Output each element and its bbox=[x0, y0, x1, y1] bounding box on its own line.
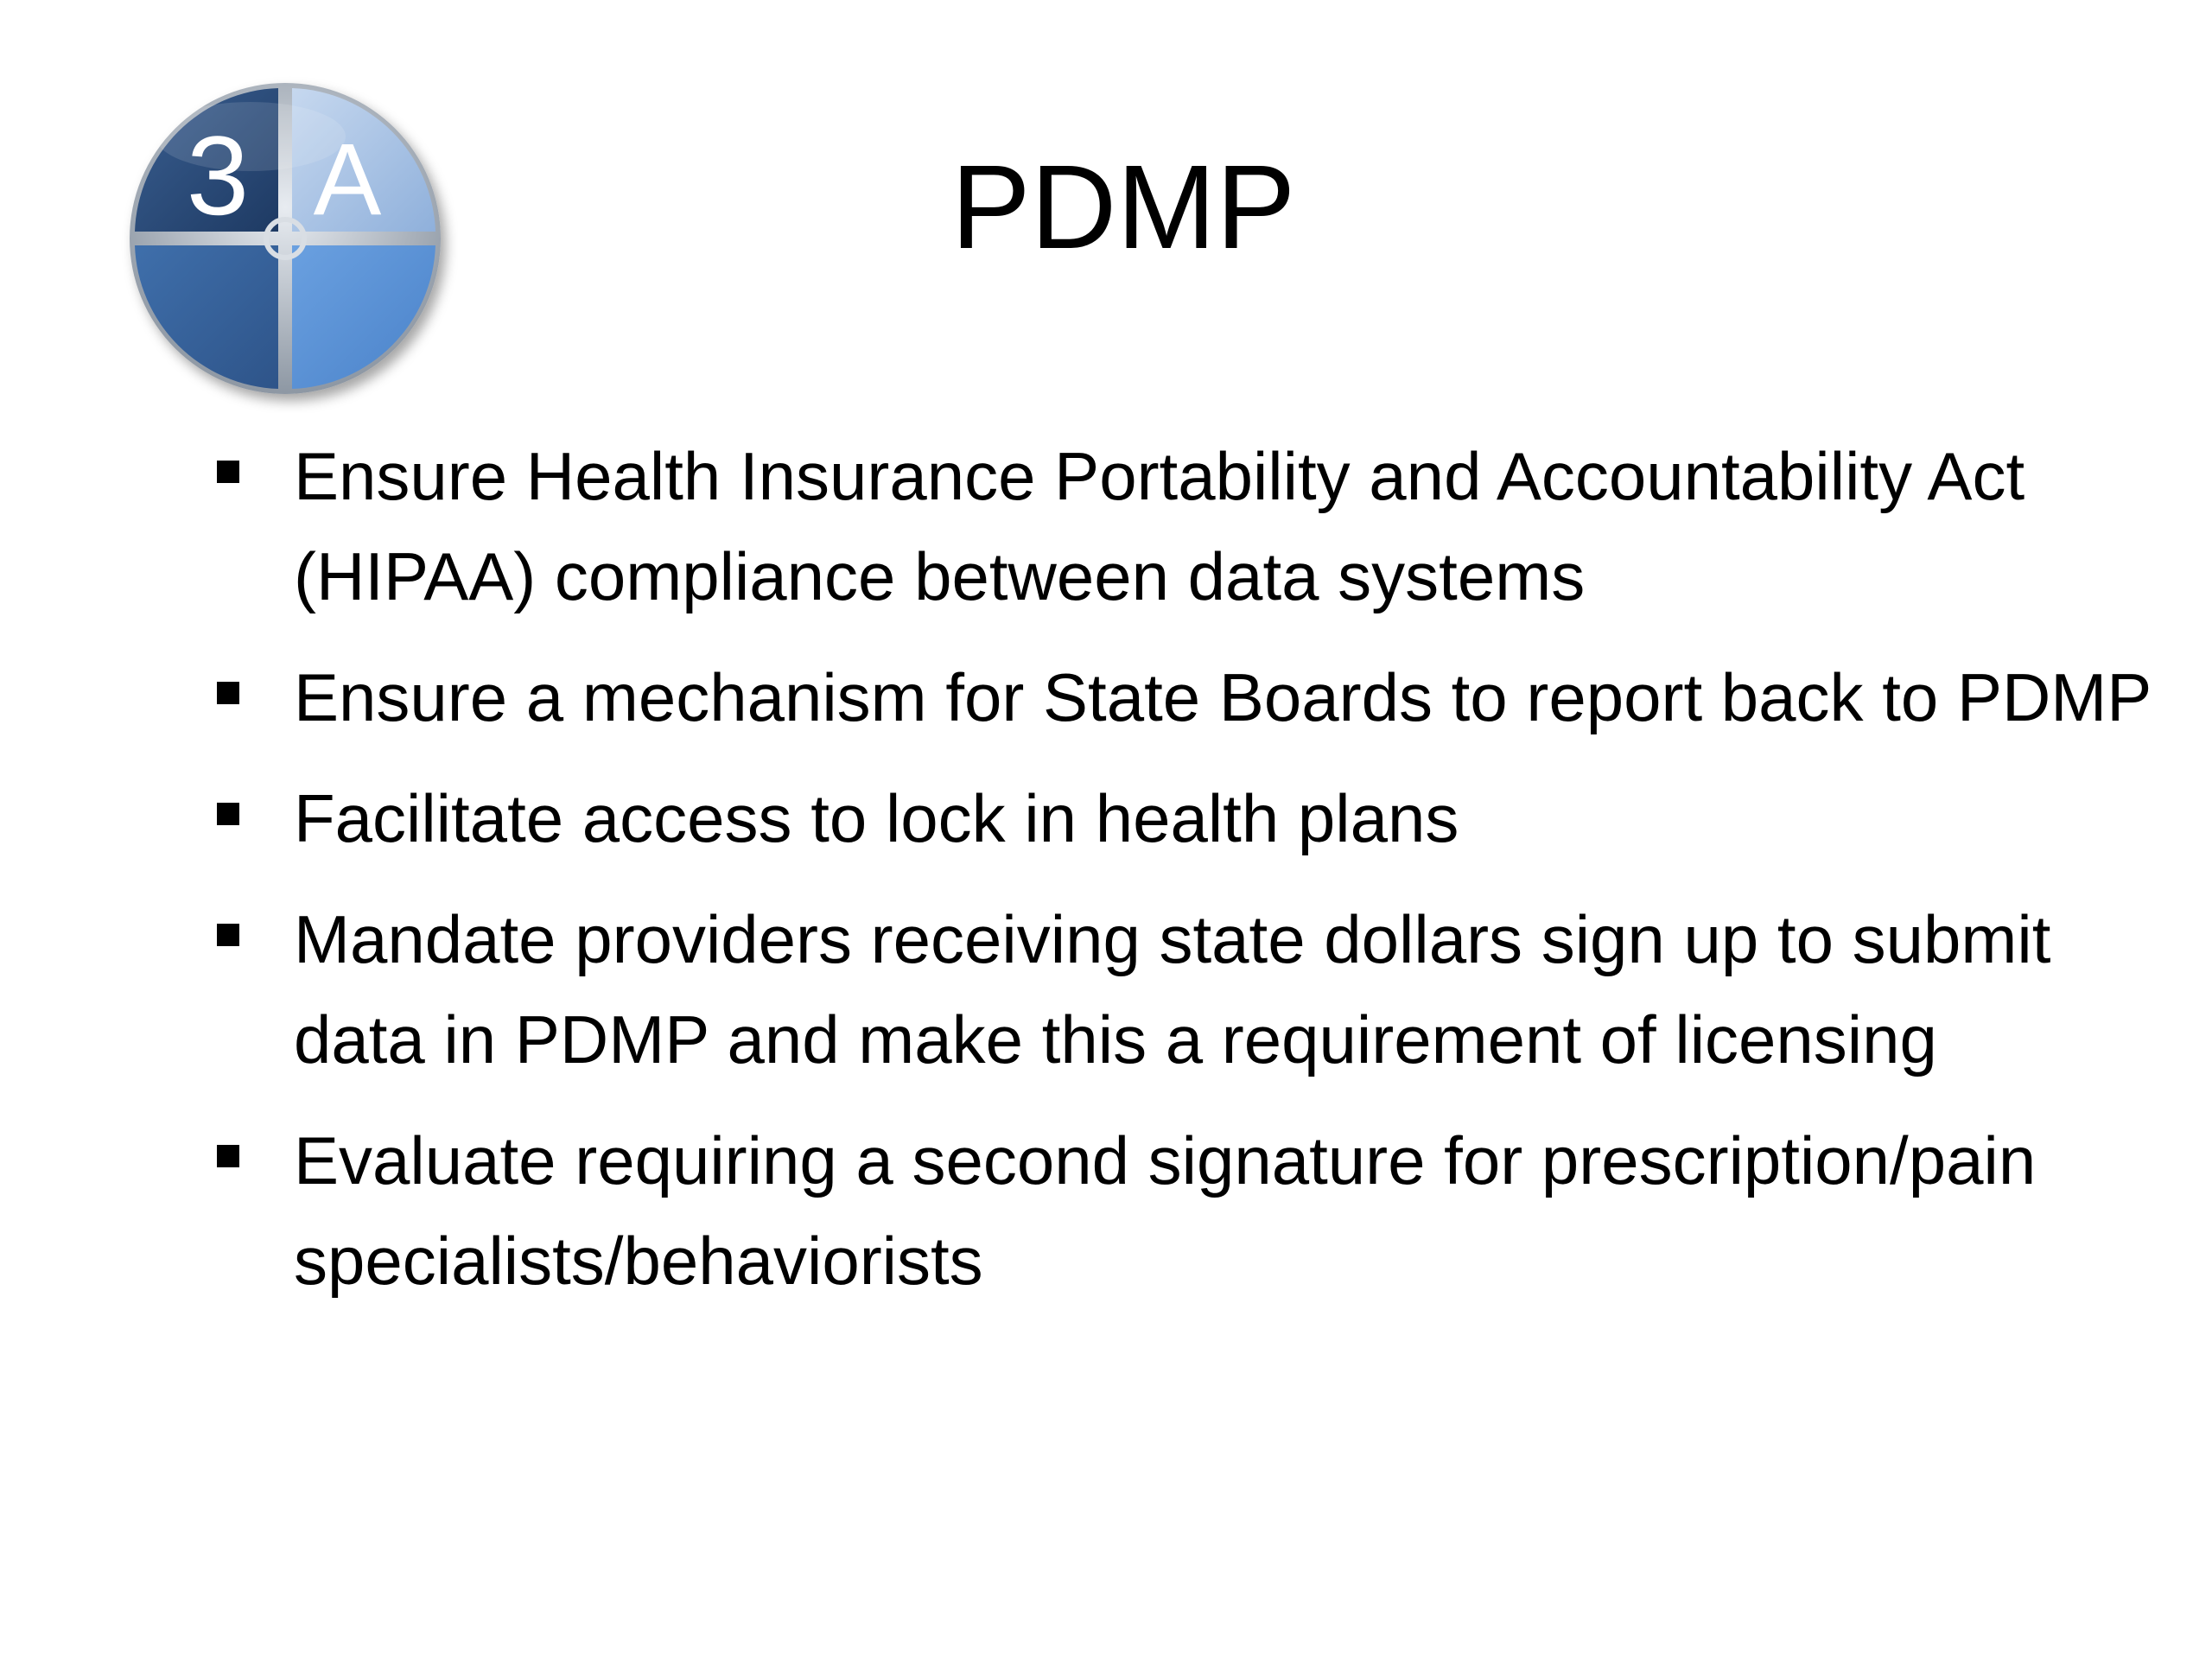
logo-graphic bbox=[121, 76, 458, 413]
square-bullet-icon bbox=[217, 461, 239, 483]
square-bullet-icon bbox=[217, 803, 239, 825]
logo-quadrant-bottom-right bbox=[292, 245, 435, 389]
bullet-text: Ensure a mechanism for State Boards to report back to PDMP bbox=[294, 659, 2152, 735]
bullet-list bbox=[212, 426, 2152, 1332]
3a-logo bbox=[121, 76, 458, 413]
bullet-item bbox=[212, 889, 2182, 1090]
slide-title: PDMP bbox=[950, 141, 1296, 274]
square-bullet-icon bbox=[217, 924, 239, 946]
logo-quadrant-bottom-left bbox=[135, 245, 278, 389]
bullet-item bbox=[212, 426, 2182, 626]
square-bullet-icon bbox=[217, 682, 239, 704]
bullet-item bbox=[212, 647, 2182, 747]
logo-left-glyph: 3 bbox=[186, 112, 250, 238]
bullet-item bbox=[212, 768, 2182, 868]
logo-right-glyph: A bbox=[313, 123, 382, 237]
bullet-text: Facilitate access to lock in health plans bbox=[294, 780, 1459, 856]
bullet-text: Evaluate requiring a second signature for prescription/pain specialists/behaviorists bbox=[294, 1122, 2037, 1299]
bullet-text: Mandate providers receiving state dollars sign up to submit data in PDMP and make this a requirement of licensing bbox=[294, 901, 2051, 1077]
square-bullet-icon bbox=[217, 1145, 239, 1167]
bullet-text: Ensure Health Insurance Portability and Accountability Act (HIPAA) compliance between data systems bbox=[294, 438, 2025, 614]
bullet-item bbox=[212, 1110, 2182, 1311]
